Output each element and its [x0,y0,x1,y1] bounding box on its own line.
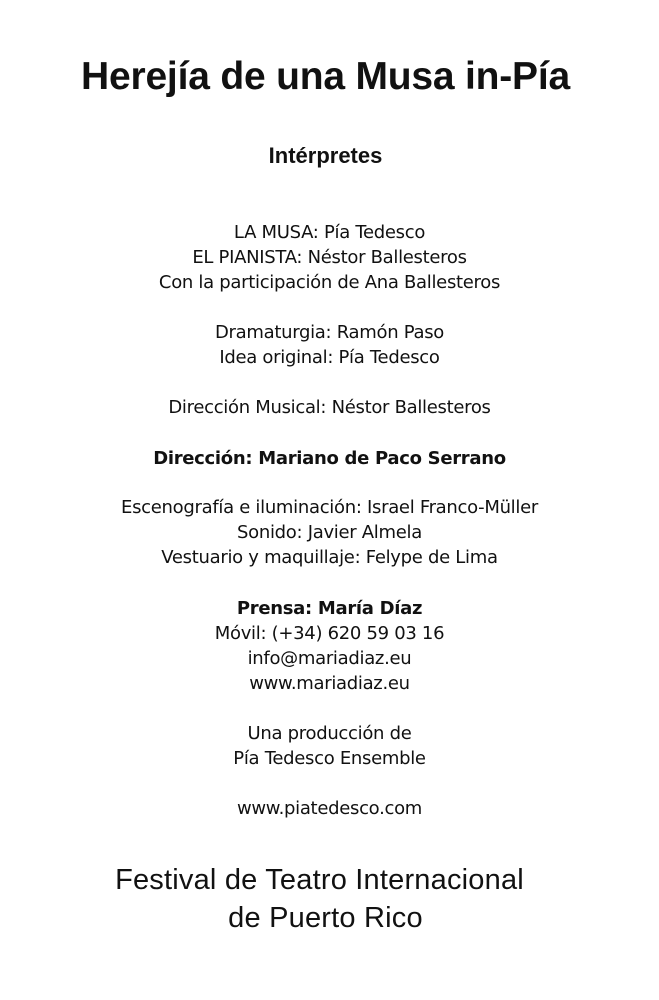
cast-musa: LA MUSA: Pía Tedesco [233,222,426,243]
page-title: Herejía de una Musa in-Pía [81,55,570,98]
credit-dramaturgia: Dramaturgia: Ramón Paso [214,322,445,343]
cast-pianista: EL PIANISTA: Néstor Ballesteros [192,247,467,268]
press-email: info@mariadiaz.eu [247,648,412,669]
credit-vestuario: Vestuario y maquillaje: Felype de Lima [161,547,498,568]
festival-line-1: Festival de Teatro Internacional [115,864,524,896]
credit-escenografia: Escenografía e iluminación: Israel Franco-Müller [121,497,538,518]
credit-direccion-musical: Dirección Musical: Néstor Ballesteros [168,397,491,418]
press-contact-name: Prensa: María Díaz [236,598,423,619]
production-line-1: Una producción de [247,723,412,744]
company-website: www.piatedesco.com [236,798,423,819]
credit-direccion: Dirección: Mariano de Paco Serrano [153,448,506,469]
production-line-2: Pía Tedesco Ensemble [233,748,426,769]
credit-sonido: Sonido: Javier Almela [237,522,422,543]
section-heading-interpretes: Intérpretes [268,143,383,168]
press-website: www.mariadiaz.eu [249,673,410,694]
press-phone: Móvil: (+34) 620 59 03 16 [214,623,445,644]
cast-participacion: Con la participación de Ana Ballesteros [158,272,501,293]
festival-line-2: de Puerto Rico [228,902,423,934]
credit-idea-original: Idea original: Pía Tedesco [219,347,440,368]
